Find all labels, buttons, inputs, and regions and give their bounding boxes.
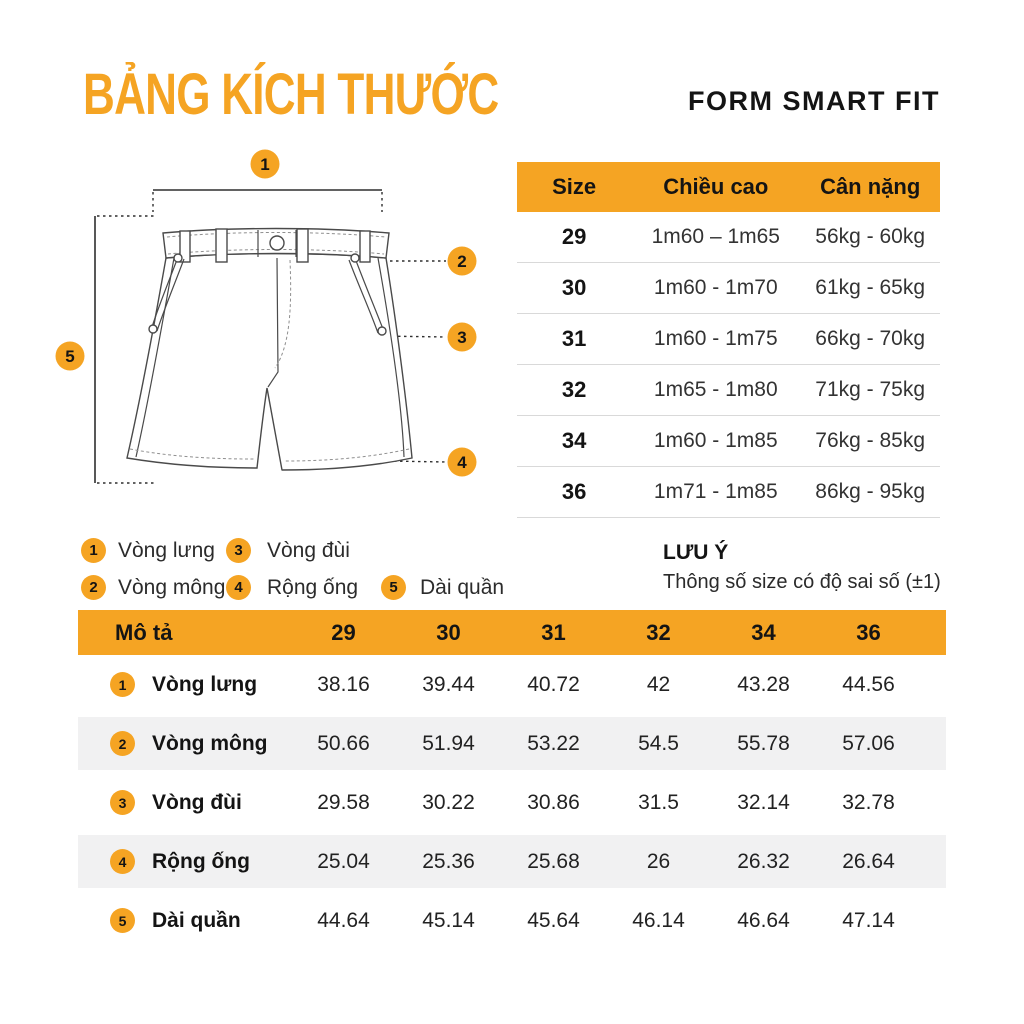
callout-3 [448, 323, 477, 352]
svg-text:4: 4 [457, 453, 467, 472]
legend-label-4: Rộng ống [267, 576, 359, 599]
size-value: 36 [561, 479, 587, 504]
col-size: Size [552, 174, 597, 199]
measurement-row [78, 655, 946, 714]
shorts-diagram [50, 148, 500, 520]
measure-value: 38.16 [317, 672, 370, 696]
measure-value: 32.78 [842, 790, 895, 814]
weight-value: 76kg - 85kg [815, 429, 926, 452]
weight-value: 86kg - 95kg [815, 480, 926, 503]
measurement-row [78, 773, 946, 832]
shorts-legs-outline [127, 254, 412, 471]
measure-value: 51.94 [422, 731, 475, 755]
measure-value: 40.72 [527, 672, 580, 696]
height-value: 1m60 - 1m85 [653, 429, 778, 452]
measure-value: 57.06 [842, 731, 895, 755]
size-value: 32 [561, 377, 587, 402]
measure-value: 26.64 [842, 849, 895, 873]
row-badge: 2 [110, 731, 135, 756]
size-table-header [517, 162, 940, 212]
legend-label-5: Dài quần [420, 576, 505, 599]
svg-text:1: 1 [260, 155, 270, 174]
size-table-row [517, 212, 940, 262]
size-column-header: 32 [646, 619, 671, 645]
weight-value: 71kg - 75kg [815, 378, 926, 401]
measure-value: 45.64 [527, 908, 580, 932]
measure-value: 32.14 [737, 790, 790, 814]
measurement-row [78, 832, 946, 891]
size-table-row [517, 262, 940, 313]
measure-value: 44.56 [842, 672, 895, 696]
height-value: 1m60 - 1m70 [653, 276, 778, 299]
height-value: 1m65 - 1m80 [653, 378, 778, 401]
measure-value: 30.86 [527, 790, 580, 814]
desc-column-header: Mô tả [115, 619, 173, 645]
measure-value: 44.64 [317, 908, 370, 932]
size-value: 31 [561, 326, 587, 351]
row-label: Vòng đùi [152, 790, 242, 814]
callout-1 [251, 150, 280, 179]
belt-loop [360, 231, 370, 262]
button [270, 236, 284, 250]
measure-value: 25.68 [527, 849, 580, 873]
measure-value: 43.28 [737, 672, 790, 696]
measure-value: 25.04 [317, 849, 370, 873]
measurement-row [78, 891, 946, 950]
callout-5 [56, 342, 85, 371]
measure-value: 29.58 [317, 790, 370, 814]
measure-value: 26 [646, 849, 671, 873]
measurement-table-header [78, 610, 946, 655]
belt-loop [216, 229, 227, 262]
height-value: 1m60 – 1m65 [651, 225, 780, 248]
size-table-row [517, 466, 940, 518]
page-title: BẢNG KÍCH THƯỚC [83, 62, 499, 127]
measure-value: 31.5 [638, 790, 679, 814]
measurement-table [78, 610, 946, 950]
weight-value: 66kg - 70kg [815, 327, 926, 350]
height-value: 1m60 - 1m75 [653, 327, 778, 350]
note-text: Thông số size có độ sai số (±1) [663, 571, 941, 593]
size-table-row [517, 313, 940, 364]
measure-value: 46.14 [632, 908, 685, 932]
legend-badge-4: 4 [226, 575, 251, 600]
row-badge: 1 [110, 672, 135, 697]
callout-4 [448, 448, 477, 477]
size-table-row [517, 364, 940, 415]
size-value: 34 [561, 428, 587, 453]
size-column-header: 29 [331, 619, 356, 645]
svg-text:3: 3 [457, 328, 467, 347]
size-column-header: 30 [436, 619, 461, 645]
size-column-header: 36 [856, 619, 881, 645]
svg-text:2: 2 [457, 252, 467, 271]
measure-value: 26.32 [737, 849, 790, 873]
height-value: 1m71 - 1m85 [653, 480, 778, 503]
note-title: LƯU Ý [663, 541, 729, 564]
size-value: 30 [561, 275, 587, 300]
measure-value: 47.14 [842, 908, 895, 932]
svg-text:5: 5 [65, 347, 75, 366]
measure-value: 45.14 [422, 908, 475, 932]
measure-value: 50.66 [317, 731, 370, 755]
measure-value: 53.22 [527, 731, 580, 755]
legend-badge-1: 1 [81, 538, 106, 563]
col-height: Chiều cao [663, 174, 769, 199]
measure-value: 54.5 [638, 731, 679, 755]
legend-badge-5: 5 [381, 575, 406, 600]
row-badge: 5 [110, 908, 135, 933]
measure-value: 30.22 [422, 790, 475, 814]
callout-2 [448, 247, 477, 276]
row-label: Dài quần [152, 908, 241, 932]
size-table [517, 162, 940, 518]
measure-value: 39.44 [422, 672, 475, 696]
form-fit-label: FORM SMART FIT [688, 86, 940, 116]
row-label: Rộng ống [152, 849, 250, 873]
legend-badge-2: 2 [81, 575, 106, 600]
row-badge: 4 [110, 849, 135, 874]
measure-value: 42 [646, 672, 671, 696]
row-label: Vòng mông [152, 731, 268, 755]
legend-label-1: Vòng lưng [118, 539, 215, 562]
size-column-header: 31 [541, 619, 566, 645]
row-badge: 3 [110, 790, 135, 815]
measure-value: 46.64 [737, 908, 790, 932]
size-table-row [517, 415, 940, 466]
legend-label-3: Vòng đùi [267, 539, 350, 562]
col-weight: Cân nặng [820, 174, 921, 199]
weight-value: 56kg - 60kg [815, 225, 926, 248]
weight-value: 61kg - 65kg [815, 276, 926, 299]
legend-label-2: Vòng mông [118, 576, 226, 599]
size-column-header: 34 [751, 619, 776, 645]
measurement-row [78, 714, 946, 773]
measure-value: 55.78 [737, 731, 790, 755]
legend-badge-3: 3 [226, 538, 251, 563]
size-value: 29 [561, 224, 587, 249]
row-label: Vòng lưng [152, 672, 258, 696]
belt-loop [297, 229, 308, 262]
measure-value: 25.36 [422, 849, 475, 873]
